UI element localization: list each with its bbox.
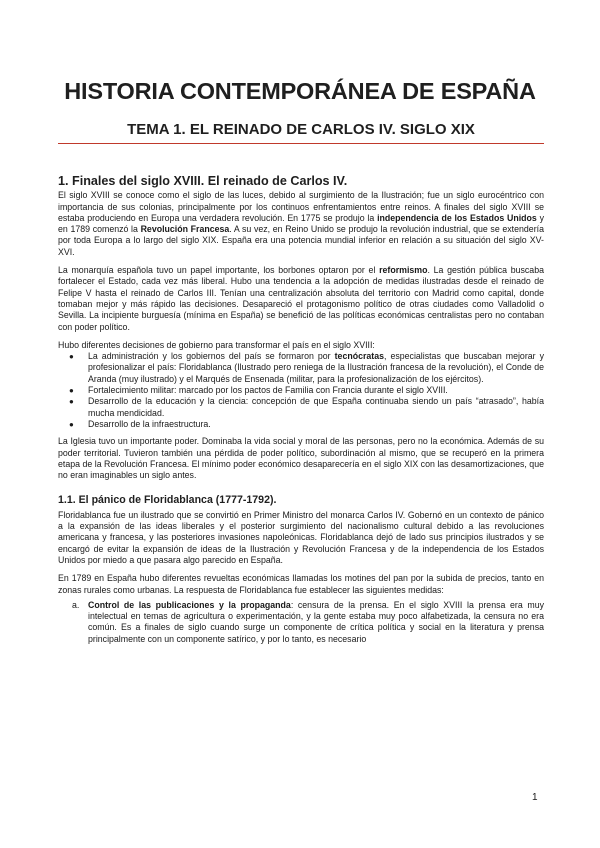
- text-run: y en 1789 comenzó la: [58, 212, 544, 235]
- text-run: La administración y los gobiernos del país se formaron por: [88, 351, 335, 362]
- bullet-icon: ●: [69, 397, 74, 407]
- text-run: Desarrollo de la educación y la ciencia: concepción de que España continuaba siendo un país “atrasado”, había mucha mendicidad.: [88, 396, 544, 418]
- bullet-icon: ●: [69, 352, 74, 362]
- text-run: La monarquía española tuvo un papel importante, los borbones optaron por el: [58, 265, 380, 276]
- bold-term: Control de las publicaciones y la propaganda: [88, 599, 291, 610]
- bold-term: Revolución Francesa: [140, 224, 230, 235]
- list-item: [58, 600, 544, 645]
- text-run: El siglo XVIII se conoce como el siglo de las luces, debido al surgimiento de la Ilustración; fue un siglo eurocéntrico con importancia de sus colonias, principalmente por los continuos enfrentamientos entre reinos. A finales del siglo XVIII se estaba produciendo en Europa una verdadera revolución. En 1775 se produjo la: [58, 190, 544, 223]
- page-number: 1: [532, 792, 538, 803]
- list-item: [58, 351, 544, 385]
- document-body: [58, 176, 544, 645]
- bullet-list: [58, 351, 544, 430]
- list-marker: a.: [72, 599, 80, 610]
- measures-list: [58, 600, 544, 645]
- document-title: HISTORIA CONTEMPORÁNEA DE ESPAÑA: [64, 78, 536, 104]
- list-item: [58, 396, 544, 419]
- bullet-icon: ●: [69, 386, 74, 396]
- subsection-heading: 1.1. El pánico de Floridablanca (1777-1792).: [58, 494, 277, 507]
- paragraph: Hubo diferentes decisiones de gobierno para transformar el país en el siglo XVIII:: [58, 339, 375, 350]
- text-run: . La gestión pública buscaba fortalecer el Estado, cada vez más liberal. Hubo una tendencia a la adopción de medidas ilustradas desde el reinado de Felipe V hasta el reinado de Carlos III. Tenían una centralización absoluta del territorio con Madrid como capital, donde tomaban mejor y más rápido las decisiones. Desapareció el protagonismo político de otras ciudades como Valladolid o Sevilla. La incipiente burguesía (mínima en España) se benefició de las políticas económicas centralistas pero no contaban con poder político.: [58, 265, 544, 332]
- text-run: Fortalecimiento militar: marcado por los pactos de Familia con Francia durante el siglo XVIII.: [88, 385, 448, 396]
- bold-term: reformismo: [379, 265, 428, 276]
- text-run: Desarrollo de la infraestructura.: [88, 418, 211, 429]
- text-run: , especialistas que buscaban mejorar y profesionalizar el país: Floridablanca (Ilustrado pero reniega de la Ilustración francesa de la revolución), el Conde de Aranda (muy ilustrado) y el Marqués de Ensenada (militar, para la profesionalización de los ejércitos).: [88, 351, 544, 384]
- section-heading: 1. Finales del siglo XVIII. El reinado de Carlos IV.: [58, 174, 348, 188]
- list-item: [58, 385, 544, 396]
- bullet-icon: ●: [69, 419, 74, 429]
- paragraph: En 1789 en España hubo diferentes revueltas económicas llamadas los motines del pan por la subida de precios, tanto en zonas rurales como urbanas. La respuesta de Floridablanca fue establecer las siguientes medidas:: [58, 573, 544, 595]
- paragraph: La Iglesia tuvo un importante poder. Dominaba la vida social y moral de las personas, pero no la económica. Además de su poder territorial. Tuvieron también una pérdida de poder político, subordinación al mismo, que se recuperó en la primera etapa de la Revolución Francesa. El mínimo poder económico desaparecería en el siglo XIX con las desamortizaciones, que no eran imaginables un siglo antes.: [58, 436, 544, 481]
- paragraph: Floridablanca fue un ilustrado que se convirtió en Primer Ministro del monarca Carlos IV. Gobernó en un contexto de pánico a la expansión de las ideas liberales y el posterior surgimiento del nacionalismo cultural debido a las revoluciones americana y francesa, y las posteriores invasiones napoleónicas. Floridablanca dejó de lado sus principios ilustrados y se encargó de evitar la expansión de ideas de la Ilustración y Revolución Francesa y de la independencia de los Estados Unidos por miedo a que pasara algo parecido en España.: [58, 509, 544, 565]
- chapter-title: TEMA 1. EL REINADO DE CARLOS IV. SIGLO XIX: [58, 121, 544, 144]
- paragraph: [58, 190, 544, 258]
- text-run: . A su vez, en Reino Unido se produjo la revolución industrial, que se extendería por toda Europa a lo largo del siglo XIX. España era una potencia mundial inferior en relación a su situación del siglo XV-XVI.: [58, 224, 544, 257]
- bold-term: independencia de los Estados Unidos: [377, 212, 537, 223]
- paragraph: [58, 265, 544, 333]
- text-run: : censura de la prensa. En el siglo XVIII la prensa era muy intelectual en temas de agricultura o experimentación, y la gente estaba muy poco alfabetizada, la censura no era común. Es a finales de siglo cuando surge un componente de crítica política y social en la literatura y prensa principalmente con un componente satírico, y por lo tanto, es necesario: [88, 599, 544, 644]
- list-item: [58, 419, 544, 430]
- bold-term: tecnócratas: [334, 351, 385, 362]
